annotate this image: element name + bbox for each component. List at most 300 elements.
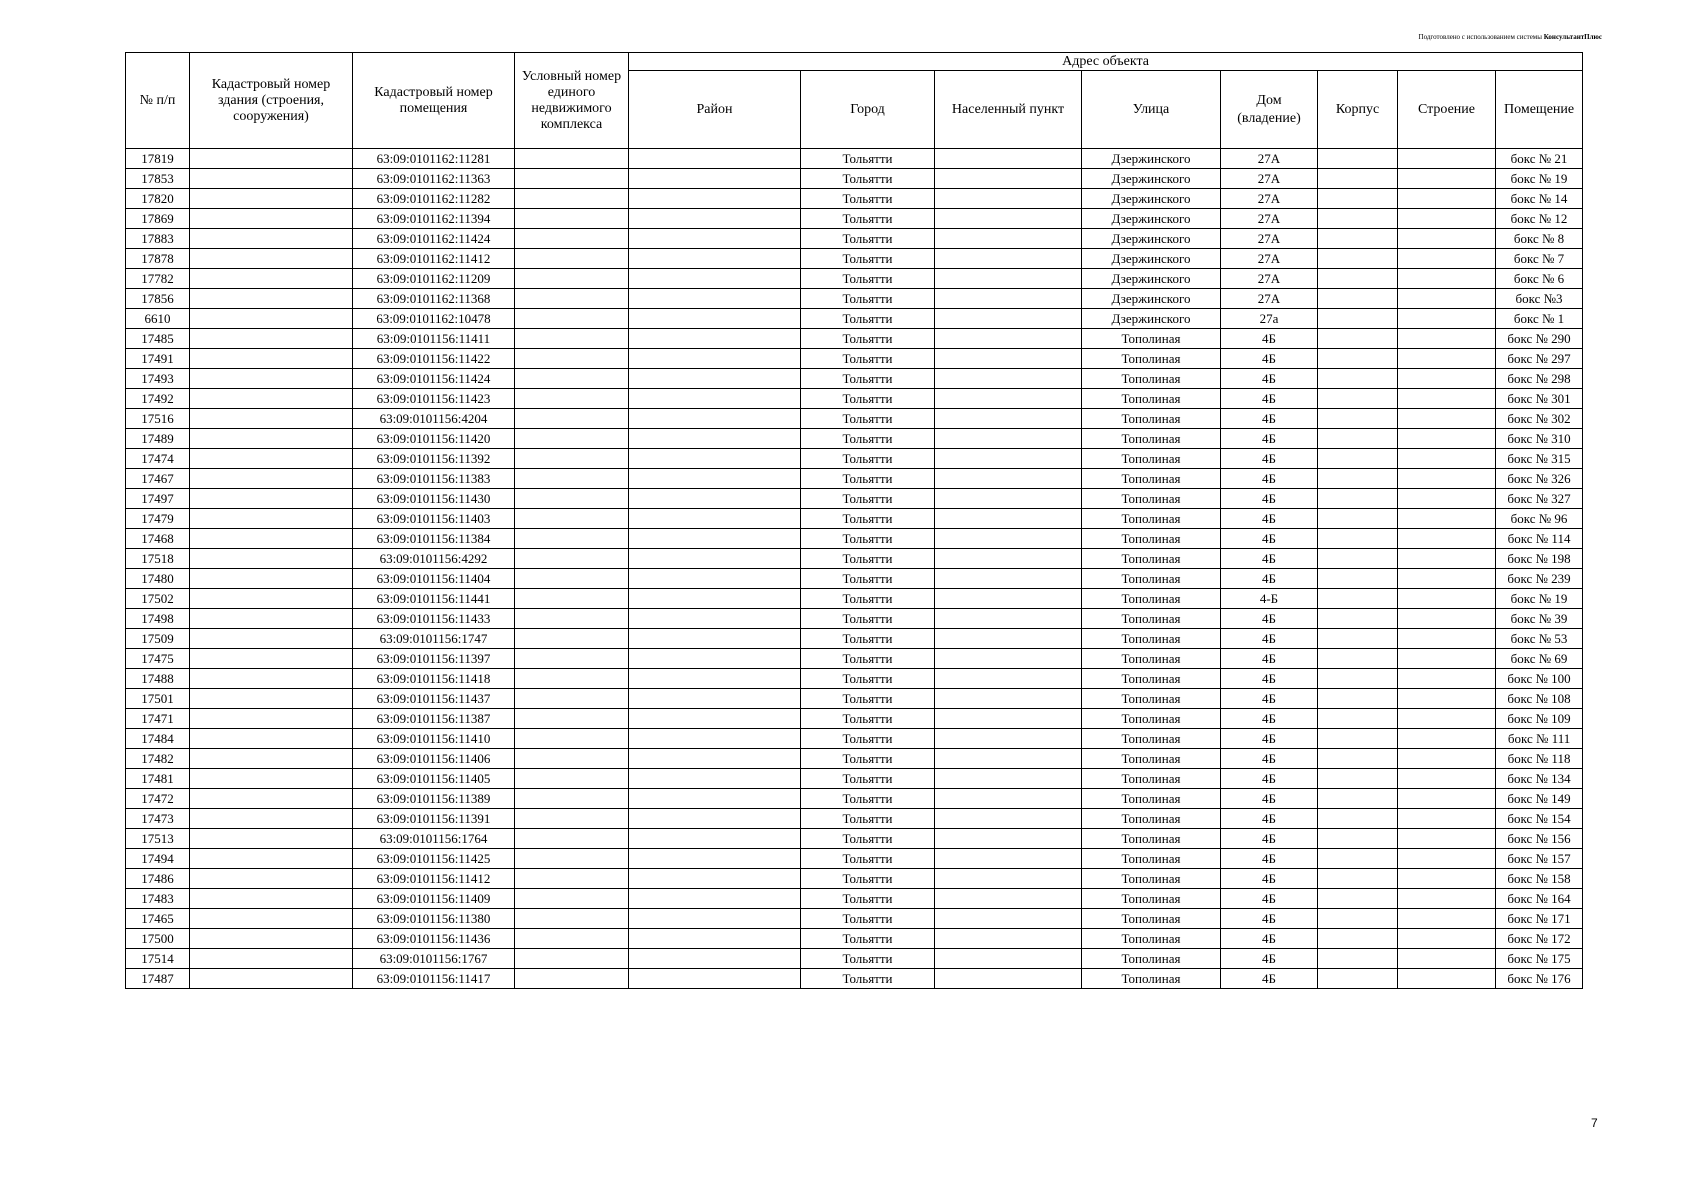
table-row <box>126 649 1583 669</box>
cell-locality <box>935 589 1082 609</box>
cell-street: Тополиная <box>1082 489 1221 509</box>
cell-cad-room: 63:09:0101156:4204 <box>353 409 515 429</box>
cell-room: бокс № 118 <box>1496 749 1583 769</box>
cell-locality <box>935 869 1082 889</box>
cell-stroenie <box>1398 889 1496 909</box>
cell-locality <box>935 469 1082 489</box>
cell-district <box>629 709 801 729</box>
cell-room: бокс № 175 <box>1496 949 1583 969</box>
cell-cad-building <box>190 389 353 409</box>
cell-city: Тольятти <box>801 189 935 209</box>
cell-korpus <box>1318 369 1398 389</box>
cell-room: бокс № 12 <box>1496 209 1583 229</box>
cell-num: 17472 <box>126 789 190 809</box>
cell-num: 17481 <box>126 769 190 789</box>
cell-street: Тополиная <box>1082 549 1221 569</box>
cell-room: бокс № 39 <box>1496 609 1583 629</box>
cell-room: бокс № 7 <box>1496 249 1583 269</box>
cell-cond <box>515 409 629 429</box>
cell-locality <box>935 349 1082 369</box>
cell-house: 27А <box>1221 149 1318 169</box>
cell-street: Тополиная <box>1082 389 1221 409</box>
cell-stroenie <box>1398 409 1496 429</box>
cell-district <box>629 969 801 989</box>
cell-stroenie <box>1398 489 1496 509</box>
cell-cad-room: 63:09:0101156:11424 <box>353 369 515 389</box>
cell-cad-room: 63:09:0101156:11412 <box>353 869 515 889</box>
cell-cad-room: 63:09:0101156:11392 <box>353 449 515 469</box>
cell-stroenie <box>1398 949 1496 969</box>
cell-street: Дзержинского <box>1082 289 1221 309</box>
cell-locality <box>935 529 1082 549</box>
cell-stroenie <box>1398 609 1496 629</box>
cell-num: 17475 <box>126 649 190 669</box>
cell-stroenie <box>1398 629 1496 649</box>
cell-cad-building <box>190 449 353 469</box>
cell-room: бокс № 14 <box>1496 189 1583 209</box>
cell-district <box>629 369 801 389</box>
cell-room: бокс № 302 <box>1496 409 1583 429</box>
cell-room: бокс № 21 <box>1496 149 1583 169</box>
cell-num: 17488 <box>126 669 190 689</box>
cell-num: 17479 <box>126 509 190 529</box>
col-header-locality: Населенный пункт <box>935 71 1082 149</box>
cell-room: бокс № 327 <box>1496 489 1583 509</box>
cell-cad-building <box>190 769 353 789</box>
cell-cond <box>515 549 629 569</box>
cell-city: Тольятти <box>801 609 935 629</box>
table-row <box>126 349 1583 369</box>
cell-locality <box>935 849 1082 869</box>
cell-house: 4Б <box>1221 469 1318 489</box>
cell-city: Тольятти <box>801 149 935 169</box>
cell-cad-building <box>190 909 353 929</box>
cell-cad-building <box>190 709 353 729</box>
cell-house: 4Б <box>1221 449 1318 469</box>
cell-cond <box>515 229 629 249</box>
cell-cond <box>515 649 629 669</box>
cell-stroenie <box>1398 509 1496 529</box>
cell-cad-building <box>190 669 353 689</box>
cell-room: бокс № 8 <box>1496 229 1583 249</box>
cell-house: 27А <box>1221 189 1318 209</box>
table-row <box>126 509 1583 529</box>
cell-korpus <box>1318 769 1398 789</box>
cell-district <box>629 949 801 969</box>
cell-street: Тополиная <box>1082 449 1221 469</box>
cell-room: бокс № 176 <box>1496 969 1583 989</box>
cell-room: бокс № 310 <box>1496 429 1583 449</box>
cell-cond <box>515 909 629 929</box>
table-row <box>126 329 1583 349</box>
cell-cad-room: 63:09:0101156:11433 <box>353 609 515 629</box>
table-row <box>126 789 1583 809</box>
cell-korpus <box>1318 569 1398 589</box>
cell-korpus <box>1318 189 1398 209</box>
cell-district <box>629 149 801 169</box>
cell-city: Тольятти <box>801 269 935 289</box>
table-row <box>126 909 1583 929</box>
cell-korpus <box>1318 749 1398 769</box>
cell-cad-room: 63:09:0101162:10478 <box>353 309 515 329</box>
cell-cad-room: 63:09:0101156:1764 <box>353 829 515 849</box>
cell-room: бокс №3 <box>1496 289 1583 309</box>
cell-street: Дзержинского <box>1082 309 1221 329</box>
col-header-street: Улица <box>1082 71 1221 149</box>
cell-stroenie <box>1398 969 1496 989</box>
table-row <box>126 429 1583 449</box>
col-header-address: Адрес объекта <box>629 53 1583 71</box>
cell-korpus <box>1318 229 1398 249</box>
cell-cad-room: 63:09:0101156:11387 <box>353 709 515 729</box>
cell-cad-room: 63:09:0101156:11406 <box>353 749 515 769</box>
cell-cad-room: 63:09:0101156:11409 <box>353 889 515 909</box>
cell-cad-room: 63:09:0101156:11430 <box>353 489 515 509</box>
cell-house: 27А <box>1221 289 1318 309</box>
cell-room: бокс № 19 <box>1496 169 1583 189</box>
cell-num: 17482 <box>126 749 190 769</box>
cell-stroenie <box>1398 769 1496 789</box>
cell-house: 27А <box>1221 269 1318 289</box>
cell-house: 27А <box>1221 209 1318 229</box>
table-row <box>126 189 1583 209</box>
cell-city: Тольятти <box>801 369 935 389</box>
cell-street: Тополиная <box>1082 629 1221 649</box>
cell-cad-building <box>190 409 353 429</box>
cell-stroenie <box>1398 849 1496 869</box>
cell-house: 4Б <box>1221 689 1318 709</box>
cell-locality <box>935 549 1082 569</box>
cell-district <box>629 389 801 409</box>
cell-locality <box>935 429 1082 449</box>
cell-city: Тольятти <box>801 449 935 469</box>
table-body <box>126 149 1583 989</box>
cell-cad-building <box>190 209 353 229</box>
cell-cond <box>515 389 629 409</box>
cell-cad-room: 63:09:0101156:11389 <box>353 789 515 809</box>
cell-locality <box>935 749 1082 769</box>
cell-num: 17494 <box>126 849 190 869</box>
cell-cond <box>515 569 629 589</box>
header-note-prefix: Подготовлено с использованием системы <box>1418 33 1542 41</box>
cell-street: Тополиная <box>1082 369 1221 389</box>
cell-stroenie <box>1398 549 1496 569</box>
cell-cond <box>515 809 629 829</box>
cell-room: бокс № 69 <box>1496 649 1583 669</box>
cell-korpus <box>1318 529 1398 549</box>
cell-room: бокс № 164 <box>1496 889 1583 909</box>
cell-stroenie <box>1398 189 1496 209</box>
cell-city: Тольятти <box>801 669 935 689</box>
cell-house: 4Б <box>1221 649 1318 669</box>
table-row <box>126 289 1583 309</box>
cell-cond <box>515 949 629 969</box>
cell-city: Тольятти <box>801 629 935 649</box>
cell-cad-room: 63:09:0101156:11417 <box>353 969 515 989</box>
cell-city: Тольятти <box>801 809 935 829</box>
cell-num: 17468 <box>126 529 190 549</box>
cell-city: Тольятти <box>801 909 935 929</box>
cell-cad-building <box>190 889 353 909</box>
cell-room: бокс № 111 <box>1496 729 1583 749</box>
cell-cad-building <box>190 969 353 989</box>
cell-house: 4Б <box>1221 429 1318 449</box>
cell-locality <box>935 789 1082 809</box>
cell-cond <box>515 529 629 549</box>
cell-cond <box>515 609 629 629</box>
cell-locality <box>935 489 1082 509</box>
cell-korpus <box>1318 469 1398 489</box>
cell-street: Дзержинского <box>1082 249 1221 269</box>
cell-street: Дзержинского <box>1082 189 1221 209</box>
cell-district <box>629 629 801 649</box>
cell-cad-building <box>190 729 353 749</box>
table-row <box>126 709 1583 729</box>
cell-korpus <box>1318 929 1398 949</box>
cell-cad-room: 63:09:0101156:11418 <box>353 669 515 689</box>
cell-cond <box>515 629 629 649</box>
cell-room: бокс № 297 <box>1496 349 1583 369</box>
col-header-house: Дом (владение) <box>1221 71 1318 149</box>
cell-cond <box>515 329 629 349</box>
cell-street: Тополиная <box>1082 909 1221 929</box>
cell-house: 4Б <box>1221 369 1318 389</box>
page-number: 7 <box>1591 1116 1598 1130</box>
cell-room: бокс № 134 <box>1496 769 1583 789</box>
cell-house: 4Б <box>1221 349 1318 369</box>
col-header-room: Помещение <box>1496 71 1583 149</box>
cell-city: Тольятти <box>801 589 935 609</box>
cell-room: бокс № 239 <box>1496 569 1583 589</box>
table-row <box>126 609 1583 629</box>
cell-cond <box>515 869 629 889</box>
cell-stroenie <box>1398 449 1496 469</box>
cell-stroenie <box>1398 429 1496 449</box>
cell-city: Тольятти <box>801 969 935 989</box>
cell-cond <box>515 709 629 729</box>
cell-cond <box>515 669 629 689</box>
cell-room: бокс № 114 <box>1496 529 1583 549</box>
table-row <box>126 809 1583 829</box>
cell-locality <box>935 269 1082 289</box>
cell-street: Тополиная <box>1082 409 1221 429</box>
cell-locality <box>935 629 1082 649</box>
cell-cad-building <box>190 309 353 329</box>
cell-street: Тополиная <box>1082 789 1221 809</box>
table-row <box>126 969 1583 989</box>
cell-district <box>629 909 801 929</box>
cell-cond <box>515 449 629 469</box>
cell-locality <box>935 209 1082 229</box>
cell-num: 17516 <box>126 409 190 429</box>
cell-cond <box>515 749 629 769</box>
cell-district <box>629 589 801 609</box>
cell-korpus <box>1318 309 1398 329</box>
cell-korpus <box>1318 689 1398 709</box>
cell-district <box>629 669 801 689</box>
cell-korpus <box>1318 209 1398 229</box>
cell-room: бокс № 149 <box>1496 789 1583 809</box>
cell-city: Тольятти <box>801 949 935 969</box>
cell-house: 4Б <box>1221 729 1318 749</box>
cell-korpus <box>1318 249 1398 269</box>
cell-stroenie <box>1398 209 1496 229</box>
table-row <box>126 589 1583 609</box>
table-row <box>126 549 1583 569</box>
cell-street: Тополиная <box>1082 329 1221 349</box>
cell-house: 4Б <box>1221 549 1318 569</box>
cell-cad-room: 63:09:0101156:11404 <box>353 569 515 589</box>
cell-num: 17502 <box>126 589 190 609</box>
cell-district <box>629 529 801 549</box>
cell-district <box>629 609 801 629</box>
cell-cond <box>515 189 629 209</box>
cell-stroenie <box>1398 569 1496 589</box>
cell-cad-building <box>190 569 353 589</box>
table-row <box>126 309 1583 329</box>
cell-cad-room: 63:09:0101156:11384 <box>353 529 515 549</box>
cell-cad-room: 63:09:0101156:11436 <box>353 929 515 949</box>
cell-stroenie <box>1398 649 1496 669</box>
cell-cond <box>515 289 629 309</box>
cell-cad-building <box>190 549 353 569</box>
cell-locality <box>935 729 1082 749</box>
cell-cad-building <box>190 849 353 869</box>
cell-cond <box>515 209 629 229</box>
cell-city: Тольятти <box>801 789 935 809</box>
table-row <box>126 749 1583 769</box>
cell-cond <box>515 729 629 749</box>
cell-locality <box>935 769 1082 789</box>
cell-cad-building <box>190 809 353 829</box>
cell-city: Тольятти <box>801 169 935 189</box>
cell-korpus <box>1318 869 1398 889</box>
cell-cond <box>515 249 629 269</box>
cell-korpus <box>1318 449 1398 469</box>
cell-district <box>629 489 801 509</box>
cell-korpus <box>1318 409 1398 429</box>
cell-locality <box>935 609 1082 629</box>
cell-stroenie <box>1398 929 1496 949</box>
cell-street: Тополиная <box>1082 689 1221 709</box>
cell-house: 4Б <box>1221 969 1318 989</box>
cell-cad-room: 63:09:0101162:11282 <box>353 189 515 209</box>
cell-stroenie <box>1398 389 1496 409</box>
cell-cad-building <box>190 329 353 349</box>
cell-num: 17491 <box>126 349 190 369</box>
cell-stroenie <box>1398 329 1496 349</box>
cell-cad-building <box>190 649 353 669</box>
cell-cond <box>515 349 629 369</box>
cell-street: Тополиная <box>1082 709 1221 729</box>
cell-city: Тольятти <box>801 349 935 369</box>
cell-cad-room: 63:09:0101162:11368 <box>353 289 515 309</box>
cell-cad-building <box>190 869 353 889</box>
cell-locality <box>935 689 1082 709</box>
cell-locality <box>935 289 1082 309</box>
cell-stroenie <box>1398 589 1496 609</box>
cell-city: Тольятти <box>801 749 935 769</box>
cell-street: Дзержинского <box>1082 149 1221 169</box>
cell-cad-building <box>190 949 353 969</box>
cell-cad-building <box>190 929 353 949</box>
cell-room: бокс № 157 <box>1496 849 1583 869</box>
cell-cad-building <box>190 289 353 309</box>
cell-room: бокс № 290 <box>1496 329 1583 349</box>
cell-room: бокс № 154 <box>1496 809 1583 829</box>
cell-num: 17485 <box>126 329 190 349</box>
cell-locality <box>935 509 1082 529</box>
cell-stroenie <box>1398 249 1496 269</box>
cell-cond <box>515 149 629 169</box>
cell-cad-building <box>190 229 353 249</box>
cell-locality <box>935 709 1082 729</box>
cell-district <box>629 189 801 209</box>
table-row <box>126 949 1583 969</box>
cell-house: 4Б <box>1221 409 1318 429</box>
cell-stroenie <box>1398 469 1496 489</box>
table-row <box>126 489 1583 509</box>
cell-num: 17500 <box>126 929 190 949</box>
cell-num: 17487 <box>126 969 190 989</box>
cell-korpus <box>1318 389 1398 409</box>
cell-house: 4Б <box>1221 529 1318 549</box>
cell-house: 27А <box>1221 229 1318 249</box>
cell-house: 4Б <box>1221 809 1318 829</box>
cell-district <box>629 789 801 809</box>
cell-num: 17492 <box>126 389 190 409</box>
cell-num: 17514 <box>126 949 190 969</box>
cell-cond <box>515 789 629 809</box>
cell-district <box>629 309 801 329</box>
cell-house: 4Б <box>1221 329 1318 349</box>
cell-korpus <box>1318 729 1398 749</box>
table-row <box>126 669 1583 689</box>
cell-room: бокс № 96 <box>1496 509 1583 529</box>
cell-house: 4-Б <box>1221 589 1318 609</box>
cell-num: 17869 <box>126 209 190 229</box>
cell-cad-building <box>190 589 353 609</box>
cell-room: бокс № 19 <box>1496 589 1583 609</box>
cell-stroenie <box>1398 869 1496 889</box>
cell-cond <box>515 829 629 849</box>
cell-street: Тополиная <box>1082 809 1221 829</box>
cell-room: бокс № 171 <box>1496 909 1583 929</box>
cell-cond <box>515 369 629 389</box>
cell-num: 17820 <box>126 189 190 209</box>
cell-district <box>629 749 801 769</box>
cell-district <box>629 809 801 829</box>
cell-cad-building <box>190 349 353 369</box>
cell-city: Тольятти <box>801 649 935 669</box>
cell-city: Тольятти <box>801 689 935 709</box>
cell-room: бокс № 326 <box>1496 469 1583 489</box>
cell-korpus <box>1318 489 1398 509</box>
cell-house: 4Б <box>1221 869 1318 889</box>
cell-district <box>629 429 801 449</box>
cell-num: 17483 <box>126 889 190 909</box>
cell-city: Тольятти <box>801 569 935 589</box>
cell-korpus <box>1318 589 1398 609</box>
cell-korpus <box>1318 149 1398 169</box>
cell-cond <box>515 509 629 529</box>
cell-korpus <box>1318 269 1398 289</box>
cell-locality <box>935 649 1082 669</box>
cell-cad-room: 63:09:0101156:1767 <box>353 949 515 969</box>
cell-num: 17493 <box>126 369 190 389</box>
cell-district <box>629 449 801 469</box>
cell-num: 17474 <box>126 449 190 469</box>
